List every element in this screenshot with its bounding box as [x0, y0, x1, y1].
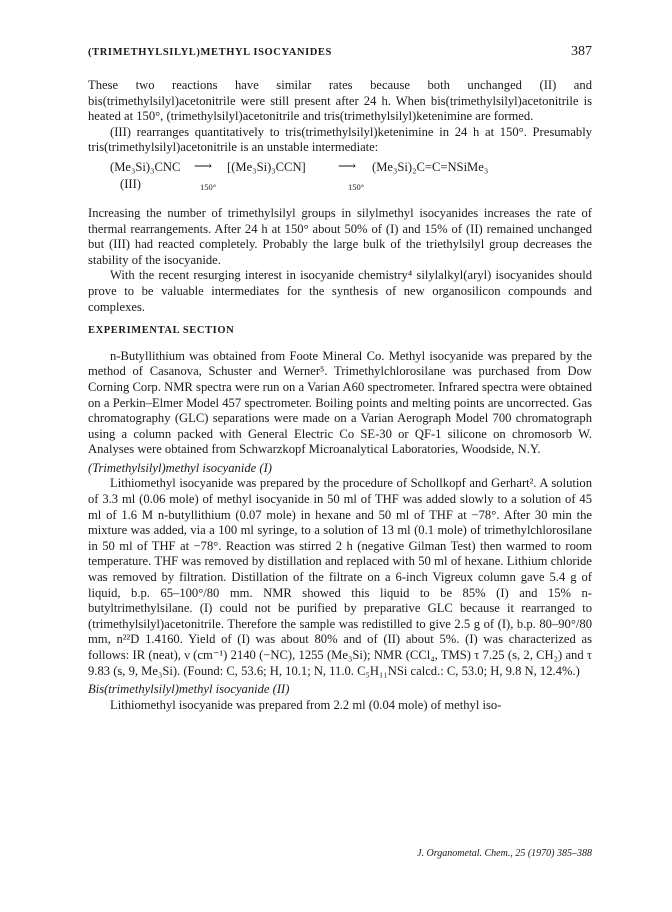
scheme-intermediate: [(Me₃Si)₃CCN] — [227, 159, 306, 174]
subheading-compound-2: Bis(trimethylsilyl)methyl isocyanide (II) — [88, 682, 290, 697]
scheme-reactant: (Me₃Si)₃CNC — [110, 159, 181, 174]
journal-citation: J. Organometal. Chem., 25 (1970) 385–388 — [417, 848, 592, 859]
page-number: 387 — [571, 44, 592, 59]
reaction-scheme — [88, 158, 592, 202]
article-body — [88, 78, 592, 713]
scheme-reactant-label: (III) — [120, 176, 141, 191]
paragraph-procedure-2: Lithiomethyl isocyanide was prepared from 2.2 ml (0.04 mole) of methyl iso- — [110, 697, 502, 712]
paragraph-thermal: Increasing the number of trimethylsilyl groups in silylmethyl isocyanides increases the rate of thermal rearrangements. After 24 h at 150° about 50% of (I) and 15% of (II) remained unchanged but (III) had reacted completely. Probably the large bulk of the triethylsilyl group decreases the stability of the isocyanide. — [88, 205, 592, 267]
paragraph-rates: These two reactions have similar rates because both unchanged (II) and bis(trimethylsilyl)acetonitrile were still present after 24 h. When bis(trimethylsilyl)acetonitrile is heated at 150°, (trimethylsilyl)acetonitrile and tris(trimethylsilyl)ketenimine are formed. — [88, 78, 592, 124]
scheme-condition-1: 150° — [200, 181, 217, 192]
experimental-section-heading: EXPERIMENTAL SECTION — [88, 325, 235, 337]
paragraph-procedure-1: Lithiomethyl isocyanide was prepared by the procedure of Schollkopf and Gerhart². A solution of 3.3 ml (0.06 mole) of methyl isocyanide in 50 ml of THF was added slowly to a solution of 45 ml of 1.6 M n-butyllithium (0.07 mole) in hexane and 50 ml of THF at −78°. After 30 min the mixture was added, via a 100 ml syringe, to a solution of 13 ml (0.1 mole) of trimethylchlorosilane in 50 ml of THF at −78°. Reaction was stirred 2 h (negative Gilman Test) then warmed to room temperature. THF was removed by distillation and replaced with 50 ml of hexane. Lithium chloride was removed by filtration. Distillation of the filtrate on a 6-inch Vigreux column gave 5.4 g of liquid, b.p. 65–100°/80 mm. NMR showed this liquid to be 85% (I) and 15% n-butyltrimethylsilane. (I) could not be purified by preparative GLC because it rearranged to (trimethylsilyl)acetonitrile. Therefore the sample was redistilled to give 2.5 g of (I), b.p. 80–90°/80 mm, n²²D 1.4160. Yield of (I) was about 80% and of (II) about 5%. (I) was characterized as follows: IR (neat), ν (cm⁻¹) 2140 (−NC), 1255 (Me₃Si); NMR (CCl₄, TMS) τ 7.25 (s, 2, CH₂) and τ 9.83 (s, 9, Me₃Si). (Found: C, 53.6; H, 10.1; N, 11.0. C₅H₁₁NSi calcd.: C, 53.0; H, 9.8 N, 12.4%.) — [88, 476, 592, 678]
paragraph-interest: With the recent resurging interest in isocyanide chemistry⁴ silylalkyl(aryl) isocyanides should prove to be valuable intermediates for the synthesis of new organosilicon compounds and complexes. — [88, 268, 592, 314]
scheme-arrow-2: ⟶ — [338, 158, 357, 173]
subheading-compound-1: (Trimethylsilyl)methyl isocyanide (I) — [88, 460, 272, 475]
running-title: (TRIMETHYLSILYL)METHYL ISOCYANIDES — [88, 47, 332, 58]
scheme-arrow-1: ⟶ — [194, 158, 213, 173]
scheme-condition-2: 150° — [348, 181, 365, 192]
page-header — [88, 44, 592, 64]
scheme-product: (Me₃Si)₂C=C=NSiMe₃ — [372, 159, 489, 174]
paragraph-materials: n-Butyllithium was obtained from Foote Mineral Co. Methyl isocyanide was prepared by the method of Casanova, Schuster and Werner⁵. Trimethylchlorosilane was purchased from Dow Corning Corp. NMR spectra were run on a Varian A60 spectrometer. Infrared spectra were obtained on a Perkin–Elmer Model 457 spectrometer. Boiling points and melting points are uncorrected. Gas chromatography (GLC) separations were made on a Varian Aerograph Model 700 chromatograph using a column packed with General Electric Co SE-30 or QF-1 silicone on chromosorb W. Analyses were obtained from Schwarzkopf Microanalytical Laboratories, Woodside, N.Y. — [88, 348, 592, 457]
paragraph-rearrangement: (III) rearranges quantitatively to tris(trimethylsilyl)ketenimine in 24 h at 150°. Presumably tris(trimethylsilyl)acetonitrile is an unstable intermediate: — [88, 124, 592, 155]
